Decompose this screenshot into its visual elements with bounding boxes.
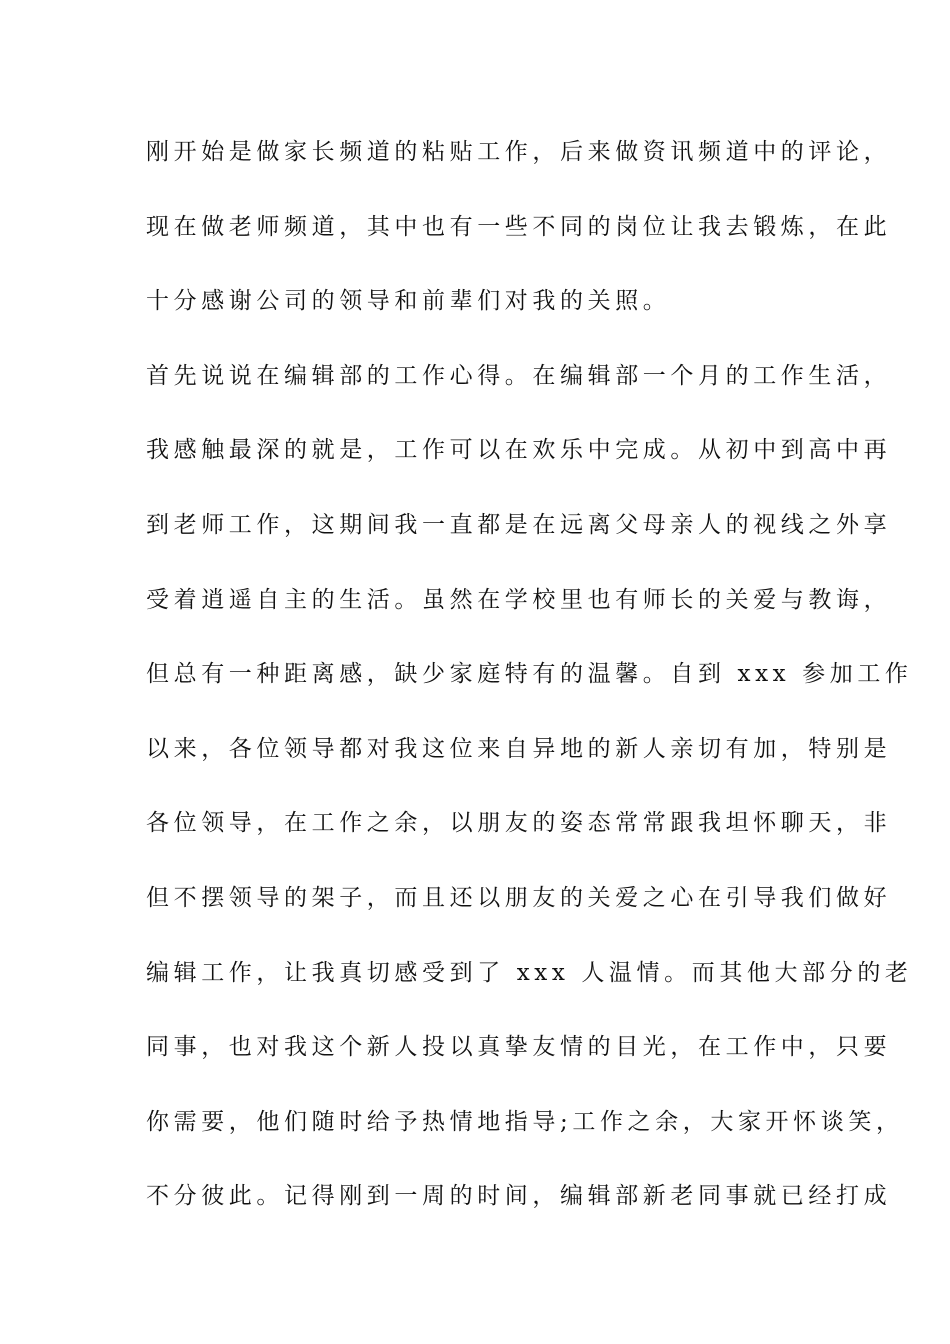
text-line: 现在做老师频道，其中也有一些不同的岗位让我去锻炼，在此 <box>146 213 892 240</box>
text-line: 以来，各位领导都对我这位来自异地的新人亲切有加，特别是 <box>146 735 892 762</box>
text-line: 同事，也对我这个新人投以真挚友情的目光，在工作中，只要 <box>146 1034 892 1061</box>
text-line: 但总有一种距离感，缺少家庭特有的温馨。自到 xxx 参加工作 <box>146 661 913 688</box>
text-line: 但不摆领导的架子，而且还以朋友的关爱之心在引导我们做好 <box>146 884 892 911</box>
text-line: 我感触最深的就是，工作可以在欢乐中完成。从初中到高中再 <box>146 437 892 464</box>
body-text <box>146 128 913 1247</box>
text-line: 刚开始是做家长频道的粘贴工作，后来做资讯频道中的评论， <box>146 139 892 165</box>
text-line: 十分感谢公司的领导和前辈们对我的关照。 <box>146 288 671 315</box>
text-line: 各位领导，在工作之余，以朋友的姿态常常跟我坦怀聊天，非 <box>146 810 892 837</box>
text-line: 首先说说在编辑部的工作心得。在编辑部一个月的工作生活， <box>146 362 892 389</box>
text-line: 编辑工作，让我真切感受到了 xxx 人温情。而其他大部分的老 <box>146 959 913 986</box>
text-line: 受着逍遥自主的生活。虽然在学校里也有师长的关爱与教诲， <box>146 586 892 613</box>
text-line: 不分彼此。记得刚到一周的时间，编辑部新老同事就已经打成 <box>146 1183 892 1210</box>
text-line: 到老师工作，这期间我一直都是在远离父母亲人的视线之外享 <box>146 511 892 538</box>
text-line: 你需要，他们随时给予热情地指导;工作之余，大家开怀谈笑， <box>146 1108 904 1135</box>
